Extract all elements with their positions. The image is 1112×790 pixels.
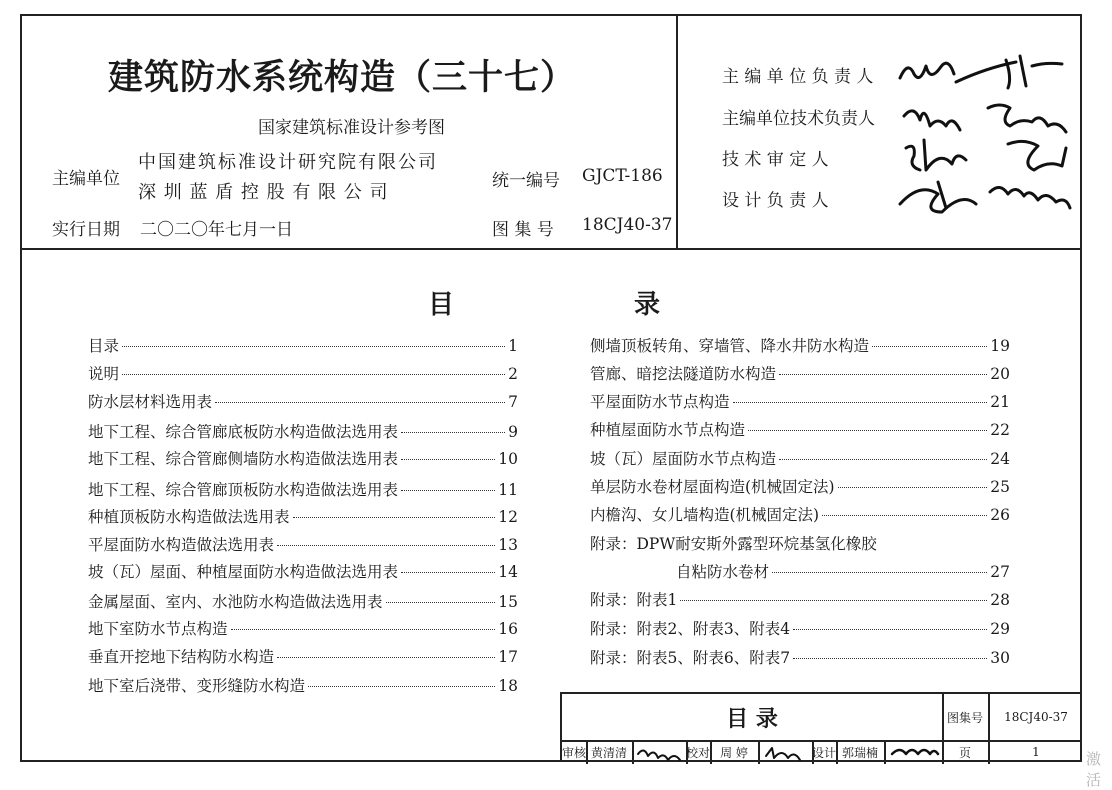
toc-entry-page: 10 <box>498 450 518 468</box>
designer-name: 郭瑞楠 <box>841 745 878 760</box>
toc-entry-page: 19 <box>990 337 1010 355</box>
toc-leader <box>293 517 496 518</box>
review-label: 审核 <box>562 745 587 760</box>
toc-leader <box>838 487 988 488</box>
responsible-1-label: 主 编 单 位 负 责 人 <box>722 67 874 87</box>
toc-entry[interactable] <box>88 617 518 639</box>
toc-entry[interactable] <box>88 390 518 412</box>
toc-entry[interactable] <box>590 447 1010 469</box>
signature-image <box>894 174 1080 216</box>
toc-entry-label: 附录：附表2、附表3、附表4 <box>590 620 791 638</box>
unified-code-label: 统一编号 <box>492 171 560 191</box>
signature-image <box>900 134 1080 176</box>
title-block <box>560 692 1082 762</box>
header-vertical-divider <box>676 14 678 250</box>
activation-watermark: 激活 <box>1086 750 1102 789</box>
toc-entry-label: 附录：附表5、附表6、附表7 <box>590 649 791 667</box>
effective-date-label: 实行日期 <box>52 220 120 240</box>
toc-heading-left: 目 <box>428 290 455 320</box>
toc-entry-label: 坡（瓦）屋面、种植屋面防水构造做法选用表 <box>88 563 399 581</box>
toc-entry[interactable] <box>676 560 1010 582</box>
toc-entry-label: 坡（瓦）屋面防水节点构造 <box>590 450 777 468</box>
toc-entry[interactable] <box>590 334 1010 356</box>
toc-entry[interactable] <box>590 362 1010 384</box>
toc-entry[interactable] <box>88 590 518 612</box>
title-block-title: 目 录 <box>726 706 778 732</box>
toc-entry[interactable] <box>590 475 1010 497</box>
checker-name: 周 婷 <box>720 745 748 760</box>
toc-leader <box>680 600 987 601</box>
toc-leader <box>822 515 987 516</box>
toc-entry-label: 说明 <box>88 365 120 383</box>
toc-entry-page: 12 <box>498 508 518 526</box>
toc-leader <box>748 430 987 431</box>
toc-entry-page: 11 <box>498 481 518 499</box>
toc-entry-page: 29 <box>990 620 1010 638</box>
toc-entry-page: 15 <box>498 593 518 611</box>
toc-entry-label: 垂直开挖地下结构防水构造 <box>88 648 275 666</box>
page-label: 页 <box>958 745 971 760</box>
toc-entry-label: 单层防水卷材屋面构造(机械固定法) <box>590 478 835 496</box>
atlas-subtitle: 国家建筑标准设计参考图 <box>258 118 445 138</box>
responsible-3-label: 技 术 审 定 人 <box>722 150 829 170</box>
toc-entry[interactable] <box>88 334 518 356</box>
toc-heading-right: 录 <box>634 290 661 320</box>
editor-unit-label: 主编单位 <box>52 169 120 189</box>
toc-entry[interactable] <box>88 420 518 442</box>
toc-entry[interactable] <box>88 362 518 384</box>
signature-image <box>764 744 810 760</box>
toc-entry-label: 金属屋面、室内、水池防水构造做法选用表 <box>88 593 383 611</box>
toc-entry-label: 内檐沟、女儿墙构造(机械固定法) <box>590 506 820 524</box>
toc-entry-page: 9 <box>508 423 518 441</box>
toc-entry[interactable] <box>88 533 518 555</box>
responsible-4-label: 设 计 负 责 人 <box>722 191 829 211</box>
atlas-no-label: 图 集 号 <box>492 220 554 240</box>
toc-entry-label: 种植顶板防水构造做法选用表 <box>88 508 290 526</box>
title-block-vline <box>632 740 634 764</box>
toc-entry-page: 13 <box>498 536 518 554</box>
toc-entry-label: 种植屋面防水节点构造 <box>590 421 746 439</box>
effective-date: 二〇二〇年七月一日 <box>140 220 293 240</box>
toc-entry-page: 25 <box>990 478 1010 496</box>
toc-entry-label: 地下工程、综合管廊顶板防水构造做法选用表 <box>88 481 399 499</box>
toc-entry[interactable] <box>88 560 518 582</box>
toc-leader <box>122 374 505 375</box>
responsible-2-label: 主编单位技术负责人 <box>722 109 875 129</box>
unified-code: GJCT-186 <box>582 166 663 186</box>
header-divider <box>20 248 1082 250</box>
toc-entry[interactable] <box>590 532 1010 554</box>
toc-entry-page: 28 <box>990 591 1010 609</box>
toc-entry-label: 地下工程、综合管廊侧墙防水构造做法选用表 <box>88 450 399 468</box>
toc-entry-label: 目录 <box>88 337 120 355</box>
toc-leader <box>308 686 495 687</box>
page-number: 1 <box>1032 745 1040 759</box>
toc-entry[interactable] <box>88 674 518 696</box>
toc-leader <box>779 374 987 375</box>
toc-entry[interactable] <box>590 646 1010 668</box>
atlas-no: 18CJ40-37 <box>582 215 673 235</box>
toc-entry-page: 24 <box>990 450 1010 468</box>
toc-entry[interactable] <box>590 617 1010 639</box>
signature-image <box>896 52 1076 92</box>
signature-image <box>890 744 940 760</box>
toc-leader <box>277 545 495 546</box>
toc-leader <box>779 459 987 460</box>
toc-entry-page: 30 <box>990 649 1010 667</box>
toc-leader <box>401 432 505 433</box>
toc-entry-page: 7 <box>508 393 518 411</box>
toc-entry-label: 防水层材料选用表 <box>88 393 213 411</box>
title-block-vline <box>758 740 760 764</box>
toc-entry-label: 平屋面防水构造做法选用表 <box>88 536 275 554</box>
toc-entry-page: 21 <box>990 393 1010 411</box>
toc-entry-page: 20 <box>990 365 1010 383</box>
toc-entry-label: 平屋面防水节点构造 <box>590 393 730 411</box>
toc-leader <box>872 346 987 347</box>
toc-entry[interactable] <box>590 390 1010 412</box>
toc-entry-label: 地下室防水节点构造 <box>88 620 228 638</box>
toc-entry-label: 侧墙顶板转角、穿墙管、降水井防水构造 <box>590 337 870 355</box>
toc-entry-label: 管廊、暗挖法隧道防水构造 <box>590 365 777 383</box>
toc-leader <box>401 459 495 460</box>
toc-leader <box>793 629 987 630</box>
toc-leader <box>401 490 495 491</box>
reviewer-name: 黄清清 <box>590 745 627 760</box>
toc-entry-page: 27 <box>990 563 1010 581</box>
toc-entry[interactable] <box>88 645 518 667</box>
toc-entry-label: 地下工程、综合管廊底板防水构造做法选用表 <box>88 423 399 441</box>
toc-entry-page: 1 <box>508 337 518 355</box>
toc-leader <box>401 572 495 573</box>
toc-leader <box>386 602 496 603</box>
editor-unit-1: 中国建筑标准设计研究院有限公司 <box>138 152 438 173</box>
check-label: 校对 <box>686 745 711 760</box>
toc-entry[interactable] <box>590 588 1010 610</box>
design-label: 设计 <box>812 745 837 760</box>
toc-entry-label: 地下室后浇带、变形缝防水构造 <box>88 677 306 695</box>
signature-image <box>900 96 1080 132</box>
toc-entry[interactable] <box>88 478 518 500</box>
toc-entry[interactable] <box>590 503 1010 525</box>
toc-entry-page: 22 <box>990 421 1010 439</box>
toc-entry-label: 附录：DPW耐安斯外露型环烷基氢化橡胶 <box>590 535 877 553</box>
toc-leader <box>277 657 495 658</box>
toc-entry-page: 16 <box>498 620 518 638</box>
toc-leader <box>733 402 988 403</box>
toc-leader <box>231 629 496 630</box>
toc-leader <box>793 658 987 659</box>
title-block-atlas-no: 18CJ40-37 <box>1004 710 1068 724</box>
signature-image <box>636 744 684 760</box>
toc-leader <box>215 402 505 403</box>
toc-entry[interactable] <box>88 447 518 469</box>
toc-entry-page: 14 <box>498 563 518 581</box>
toc-entry-page: 18 <box>498 677 518 695</box>
toc-entry-page: 2 <box>508 365 518 383</box>
toc-leader <box>122 346 505 347</box>
toc-entry[interactable] <box>590 418 1010 440</box>
toc-leader <box>772 572 987 573</box>
title-block-atlas-label: 图集号 <box>946 710 983 725</box>
toc-entry-page: 26 <box>990 506 1010 524</box>
editor-unit-2: 深 圳 蓝 盾 控 股 有 限 公 司 <box>138 182 389 203</box>
toc-entry-label: 自粘防水卷材 <box>676 563 770 581</box>
toc-entry[interactable] <box>88 505 518 527</box>
toc-entry-label: 附录：附表1 <box>590 591 678 609</box>
toc-entry-page: 17 <box>498 648 518 666</box>
atlas-title: 建筑防水系统构造（三十七） <box>108 58 577 98</box>
title-block-vline <box>884 740 886 764</box>
